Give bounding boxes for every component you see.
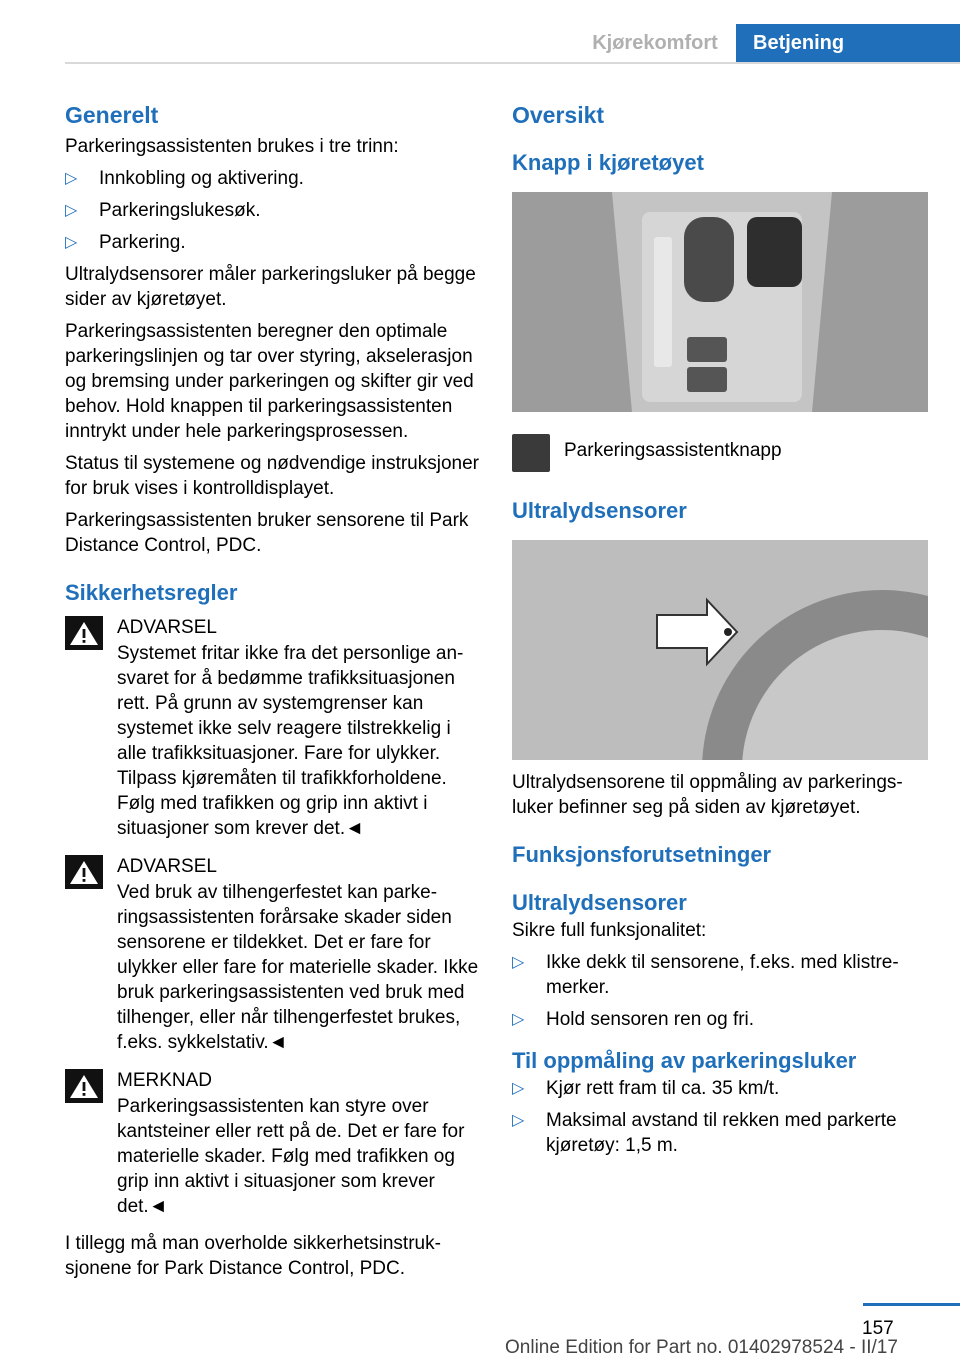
heading-ultralydsensorer: Ultralydsensorer	[512, 498, 687, 523]
page-number: 157	[862, 1318, 894, 1339]
heading-knapp: Knapp i kjøretøyet	[512, 150, 704, 175]
list-item: ▷ Parkeringslukesøk.	[65, 200, 261, 221]
note-title: MERKNAD	[117, 1070, 213, 1091]
warning-title: ADVARSEL	[117, 856, 217, 877]
bullet-triangle-icon: ▷	[512, 1011, 525, 1028]
sikre-list	[512, 950, 928, 1032]
paragraph-calculation: Parkeringsassistenten beregner den optimale parkeringslinjen og tar over styring, akselerasjon og bremsing under parkeringen og skifter gir ved behov. Hold knappen til parkeringsassistenten inntrykt under hele parkeringsprosessen.	[65, 321, 474, 442]
bullet-triangle-icon: ▷	[65, 234, 78, 251]
paragraph-status: Status til systemene og nødvendige instruksjoner for bruk vises i kontrolldisplayet.	[65, 453, 479, 499]
list-item: ▷ Kjør rett fram til ca. 35 km/t.	[512, 1078, 780, 1099]
sikre-text: Sikre full funksjonalitet:	[512, 920, 707, 941]
left-column	[65, 100, 480, 1288]
heading-ultralydsensorer-2: Ultralydsensorer	[512, 890, 687, 915]
parking-assistant-button-icon	[512, 434, 550, 472]
sensor-image	[512, 540, 928, 760]
intro-text: Parkeringsassistenten brukes i tre trinn:	[65, 136, 399, 157]
warning-triangle-icon	[65, 1069, 103, 1103]
button-legend	[512, 430, 928, 474]
console-illustration	[512, 192, 928, 412]
center-console-image	[512, 192, 928, 412]
bullet-triangle-icon: ▷	[512, 954, 525, 971]
edition-note: Online Edition for Part no. 01402978524 - II/17	[505, 1337, 898, 1358]
note-1	[65, 1067, 480, 1219]
steps-list	[65, 166, 480, 255]
heading-oppmaling: Til oppmåling av parkeringsluker	[512, 1048, 857, 1073]
right-column	[512, 100, 928, 1165]
heading-funksjon: Funksjonsforutsetninger	[512, 842, 772, 867]
paragraph-sensors: Ultralydsensorer måler parkeringsluker på begge sider av kjøretøyet.	[65, 264, 476, 310]
header-active-tab[interactable]: Betjening	[736, 24, 960, 62]
warning-triangle-icon	[65, 855, 103, 889]
header-rule	[65, 62, 960, 64]
sensor-illustration	[512, 540, 928, 760]
bullet-triangle-icon: ▷	[512, 1112, 525, 1129]
warning-title: ADVARSEL	[117, 617, 217, 638]
warning-1	[65, 614, 480, 841]
button-label: Parkeringsassistentknapp	[564, 440, 782, 461]
heading-generelt: Generelt	[65, 102, 159, 128]
heading-sikkerhetsregler: Sikkerhetsregler	[65, 580, 238, 605]
warning-2	[65, 853, 480, 1055]
paragraph-final: I tillegg må man overholde sikkerhetsinstruksjonene for Park Distance Control, PDC.	[65, 1233, 441, 1279]
list-item: ▷ Maksimal avstand til rekken med parkerte kjøretøy: 1,5 m.	[512, 1110, 897, 1156]
warning-body: Ved bruk av tilhengerfestet kan parkeringsassistenten forårsake skader siden sensorene er tildekket. Det er fare for ulykker eller fare for materielle skader. Ikke bruk parkeringsassistenten ved bruk med tilhenger, eller når tilhengerfestet brukes, f.eks. sykkelstativ.◄	[117, 882, 479, 1053]
warning-triangle-icon	[65, 616, 103, 650]
paragraph-pdc: Parkeringsassistenten bruker sensorene til Park Distance Control, PDC.	[65, 510, 469, 556]
list-item: ▷ Hold sensoren ren og fri.	[512, 1009, 755, 1030]
footer-rule	[863, 1303, 960, 1306]
bullet-triangle-icon: ▷	[65, 170, 78, 187]
heading-oversikt: Oversikt	[512, 102, 605, 128]
warning-body: Systemet fritar ikke fra det personlige ansvaret for å bedømme trafikksituasjonen rett. På grunn av systemgrenser kan systemet ikke selv reagere tilstrekkelig i alle trafikksituasjoner. Fare for ulykker. Tilpass kjøremåten til trafikkforholdene. Følg med trafikken og grip inn aktivt i situasjoner som krever det.◄	[117, 643, 464, 839]
list-item: ▷ Ikke dekk til sensorene, f.eks. med klistremerker.	[512, 952, 899, 998]
note-body: Parkeringsassistenten kan styre over kantsteiner eller rett på de. Det er fare for materielle skader. Følg med trafikken og grip inn aktivt i situasjoner som krever det.◄	[117, 1096, 465, 1217]
bullet-triangle-icon: ▷	[512, 1080, 525, 1097]
list-item: ▷ Innkobling og aktivering.	[65, 168, 304, 189]
oppmaling-list	[512, 1076, 928, 1158]
list-item: ▷ Parkering.	[65, 232, 186, 253]
bullet-triangle-icon: ▷	[65, 202, 78, 219]
header-section-tab[interactable]: Kjørekomfort	[592, 31, 718, 54]
sensor-caption: Ultralydsensorene til oppmåling av parkeringsluker befinner seg på siden av kjøretøyet.	[512, 772, 903, 818]
